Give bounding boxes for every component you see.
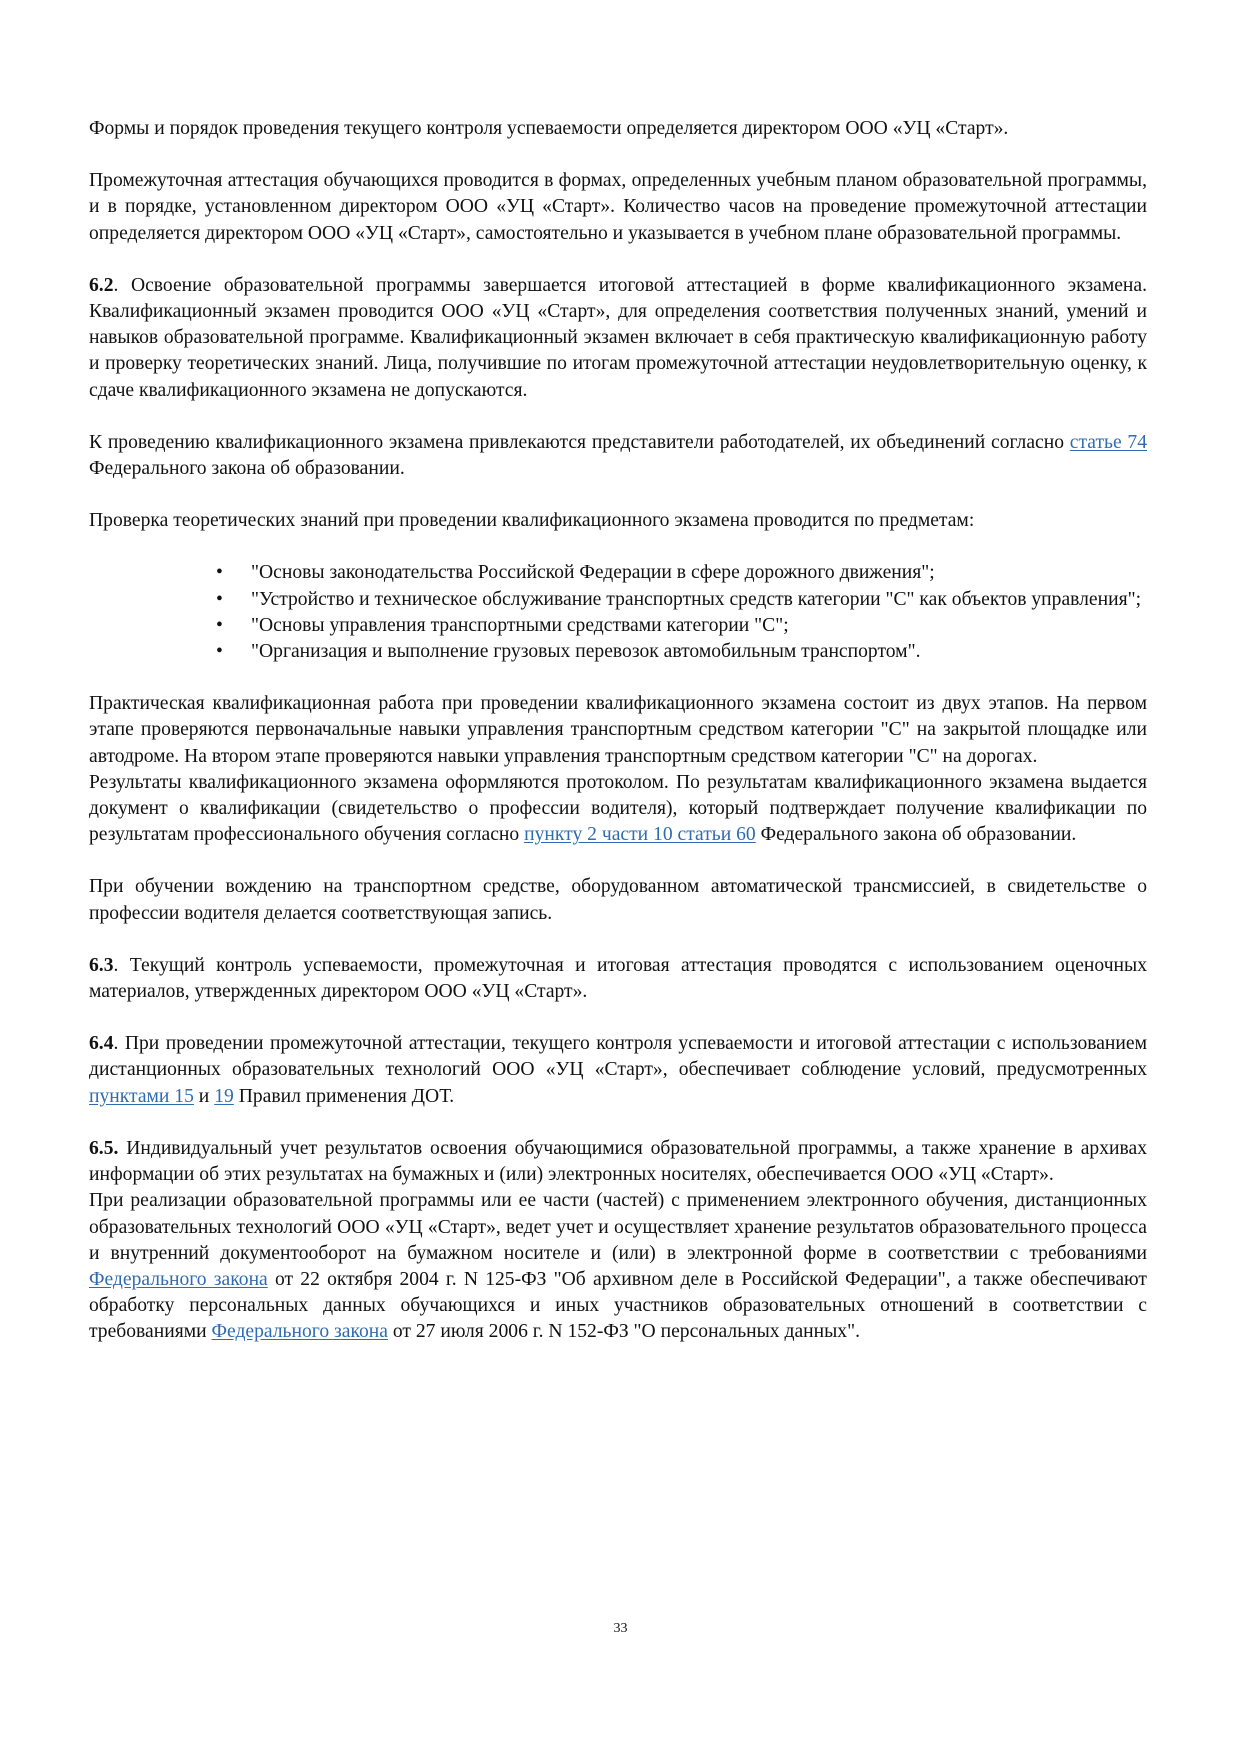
bullet-icon: • [216, 588, 223, 610]
paragraph-theory-intro: Проверка теоретических знаний при проведении квалификационного экзамена проводится по предметам: [89, 510, 975, 532]
section-6-3 [89, 953, 1147, 1005]
list-item [216, 560, 1147, 586]
page-number: 33 [613, 1621, 628, 1636]
link-article-74[interactable]: статье 74 [1069, 431, 1147, 453]
link-point-19[interactable]: 19 [214, 1085, 234, 1107]
list-item [216, 587, 1147, 613]
list-item-text: "Основы управления транспортными средствами категории "C"; [251, 614, 789, 636]
paragraph-employers [89, 430, 1147, 482]
text: . При проведении промежуточной аттестации, текущего контроля успеваемости и итоговой аттестации с использованием дистанционных образовательных технологий ООО «УЦ «Старт», обеспечивает соблюдение условий, предусмотренных [89, 1033, 1147, 1081]
text: К проведению квалификационного экзамена привлекаются представители работодателей, их объединений согласно [89, 431, 1070, 453]
text: При реализации образовательной программы или ее части (частей) с применением электронного обучения, дистанционных образовательных технологий ООО «УЦ «Старт», ведет учет и осуществляет хранение результатов образовательного процесса и внутренний документооборот на бумажном носителе и (или) в электронной форме в соответствии с требованиями [89, 1190, 1147, 1264]
text: от 22 октября 2004 г. N 125-ФЗ "Об архивном деле в Российской Федерации", а также обеспечивают обработку персональных данных обучающихся и иных участников образовательных отношений в соответствии с требованиями [89, 1268, 1147, 1343]
list-item-text: "Устройство и техническое обслуживание транспортных средств категории "C" как объектов управления"; [251, 588, 1142, 610]
section-number: 6.5. [89, 1137, 119, 1159]
link-federal-law-152[interactable]: Федерального закона [211, 1321, 388, 1343]
section-text: . Освоение образовательной программы завершается итоговой аттестацией в форме квалификационного экзамена. Квалификационный экзамен проводится ООО «УЦ «Старт», для определения соответствия полученных знаний, умений и навыков образовательной программе. Квалификационный экзамен включает в себя практическую квалификационную работу и проверку теоретических знаний. Лица, получившие по итогам промежуточной аттестации неудовлетворительную оценку, к сдаче квалификационного экзамена не допускаются. [89, 274, 1147, 401]
text: Правил применения ДОТ. [233, 1085, 455, 1107]
list-item [216, 639, 1147, 665]
section-number: 6.4 [89, 1033, 114, 1055]
paragraph-practical-work: Практическая квалификационная работа при проведении квалификационного экзамена состоит из двух этапов. На первом этапе проверяются первоначальные навыки управления транспортным средством категории "C" на закрытой площадке или автодроме. На втором этапе проверяются навыки управления транспортным средством категории "C" на дорогах. [89, 693, 1147, 767]
paragraph-automatic-transmission: При обучении вождению на транспортном средстве, оборудованном автоматической трансмиссией, в свидетельстве о профессии водителя делается соответствующая запись. [89, 876, 1147, 924]
bullet-icon: • [216, 562, 223, 584]
section-6-5 [89, 1136, 1147, 1188]
text: Федерального закона об образовании. [755, 824, 1077, 846]
list-item-text: "Основы законодательства Российской Федерации в сфере дорожного движения"; [251, 562, 935, 584]
paragraph-current-control: Формы и порядок проведения текущего контроля успеваемости определяется директором ООО «УЦ «Старт». [89, 118, 1009, 139]
text: Федерального закона об образовании. [89, 458, 405, 480]
paragraph-exam-results [89, 770, 1147, 849]
document-page [89, 116, 1147, 1346]
paragraph-archive [89, 1188, 1147, 1345]
section-text: . Текущий контроль успеваемости, промежуточная и итоговая аттестация проводятся с использованием оценочных материалов, утвержденных директором ООО «УЦ «Старт». [89, 954, 1147, 1003]
section-6-2 [89, 273, 1147, 404]
section-number: 6.2 [89, 274, 114, 296]
section-text: Индивидуальный учет результатов освоения обучающимися образовательной программы, а также хранение в архивах информации об этих результатах на бумажных и (или) электронных носителях, обеспечивается ООО «УЦ «Старт». [89, 1137, 1147, 1186]
text: Результаты квалификационного экзамена оформляются протоколом. По результатам квалификационного экзамена выдается документ о квалификации (свидетельство о профессии водителя), который подтверждает получение квалификации по результатам профессионального обучения согласно [89, 771, 1147, 846]
list-item [216, 613, 1147, 639]
bullet-icon: • [216, 641, 223, 663]
bullet-icon: • [216, 614, 223, 636]
subjects-list [89, 560, 1147, 665]
link-article-60[interactable]: пункту 2 части 10 статьи 60 [524, 824, 756, 846]
link-federal-law-125[interactable]: Федерального закона [89, 1268, 268, 1290]
section-6-4 [89, 1031, 1147, 1110]
list-item-text: "Организация и выполнение грузовых перевозок автомобильным транспортом". [251, 641, 921, 663]
link-points-15[interactable]: пунктами 15 [89, 1085, 194, 1107]
text: от 27 июля 2006 г. N 152-ФЗ "О персональных данных". [387, 1321, 860, 1343]
section-number: 6.3 [89, 954, 114, 976]
text: и [193, 1085, 215, 1107]
paragraph-intermediate-attestation: Промежуточная аттестация обучающихся проводится в формах, определенных учебным планом образовательной программы, и в порядке, установленном директором ООО «УЦ «Старт». Количество часов на проведение промежуточной аттестации определяется директором ООО «УЦ «Старт», самостоятельно и указывается в учебном плане образовательной программы. [89, 170, 1147, 244]
